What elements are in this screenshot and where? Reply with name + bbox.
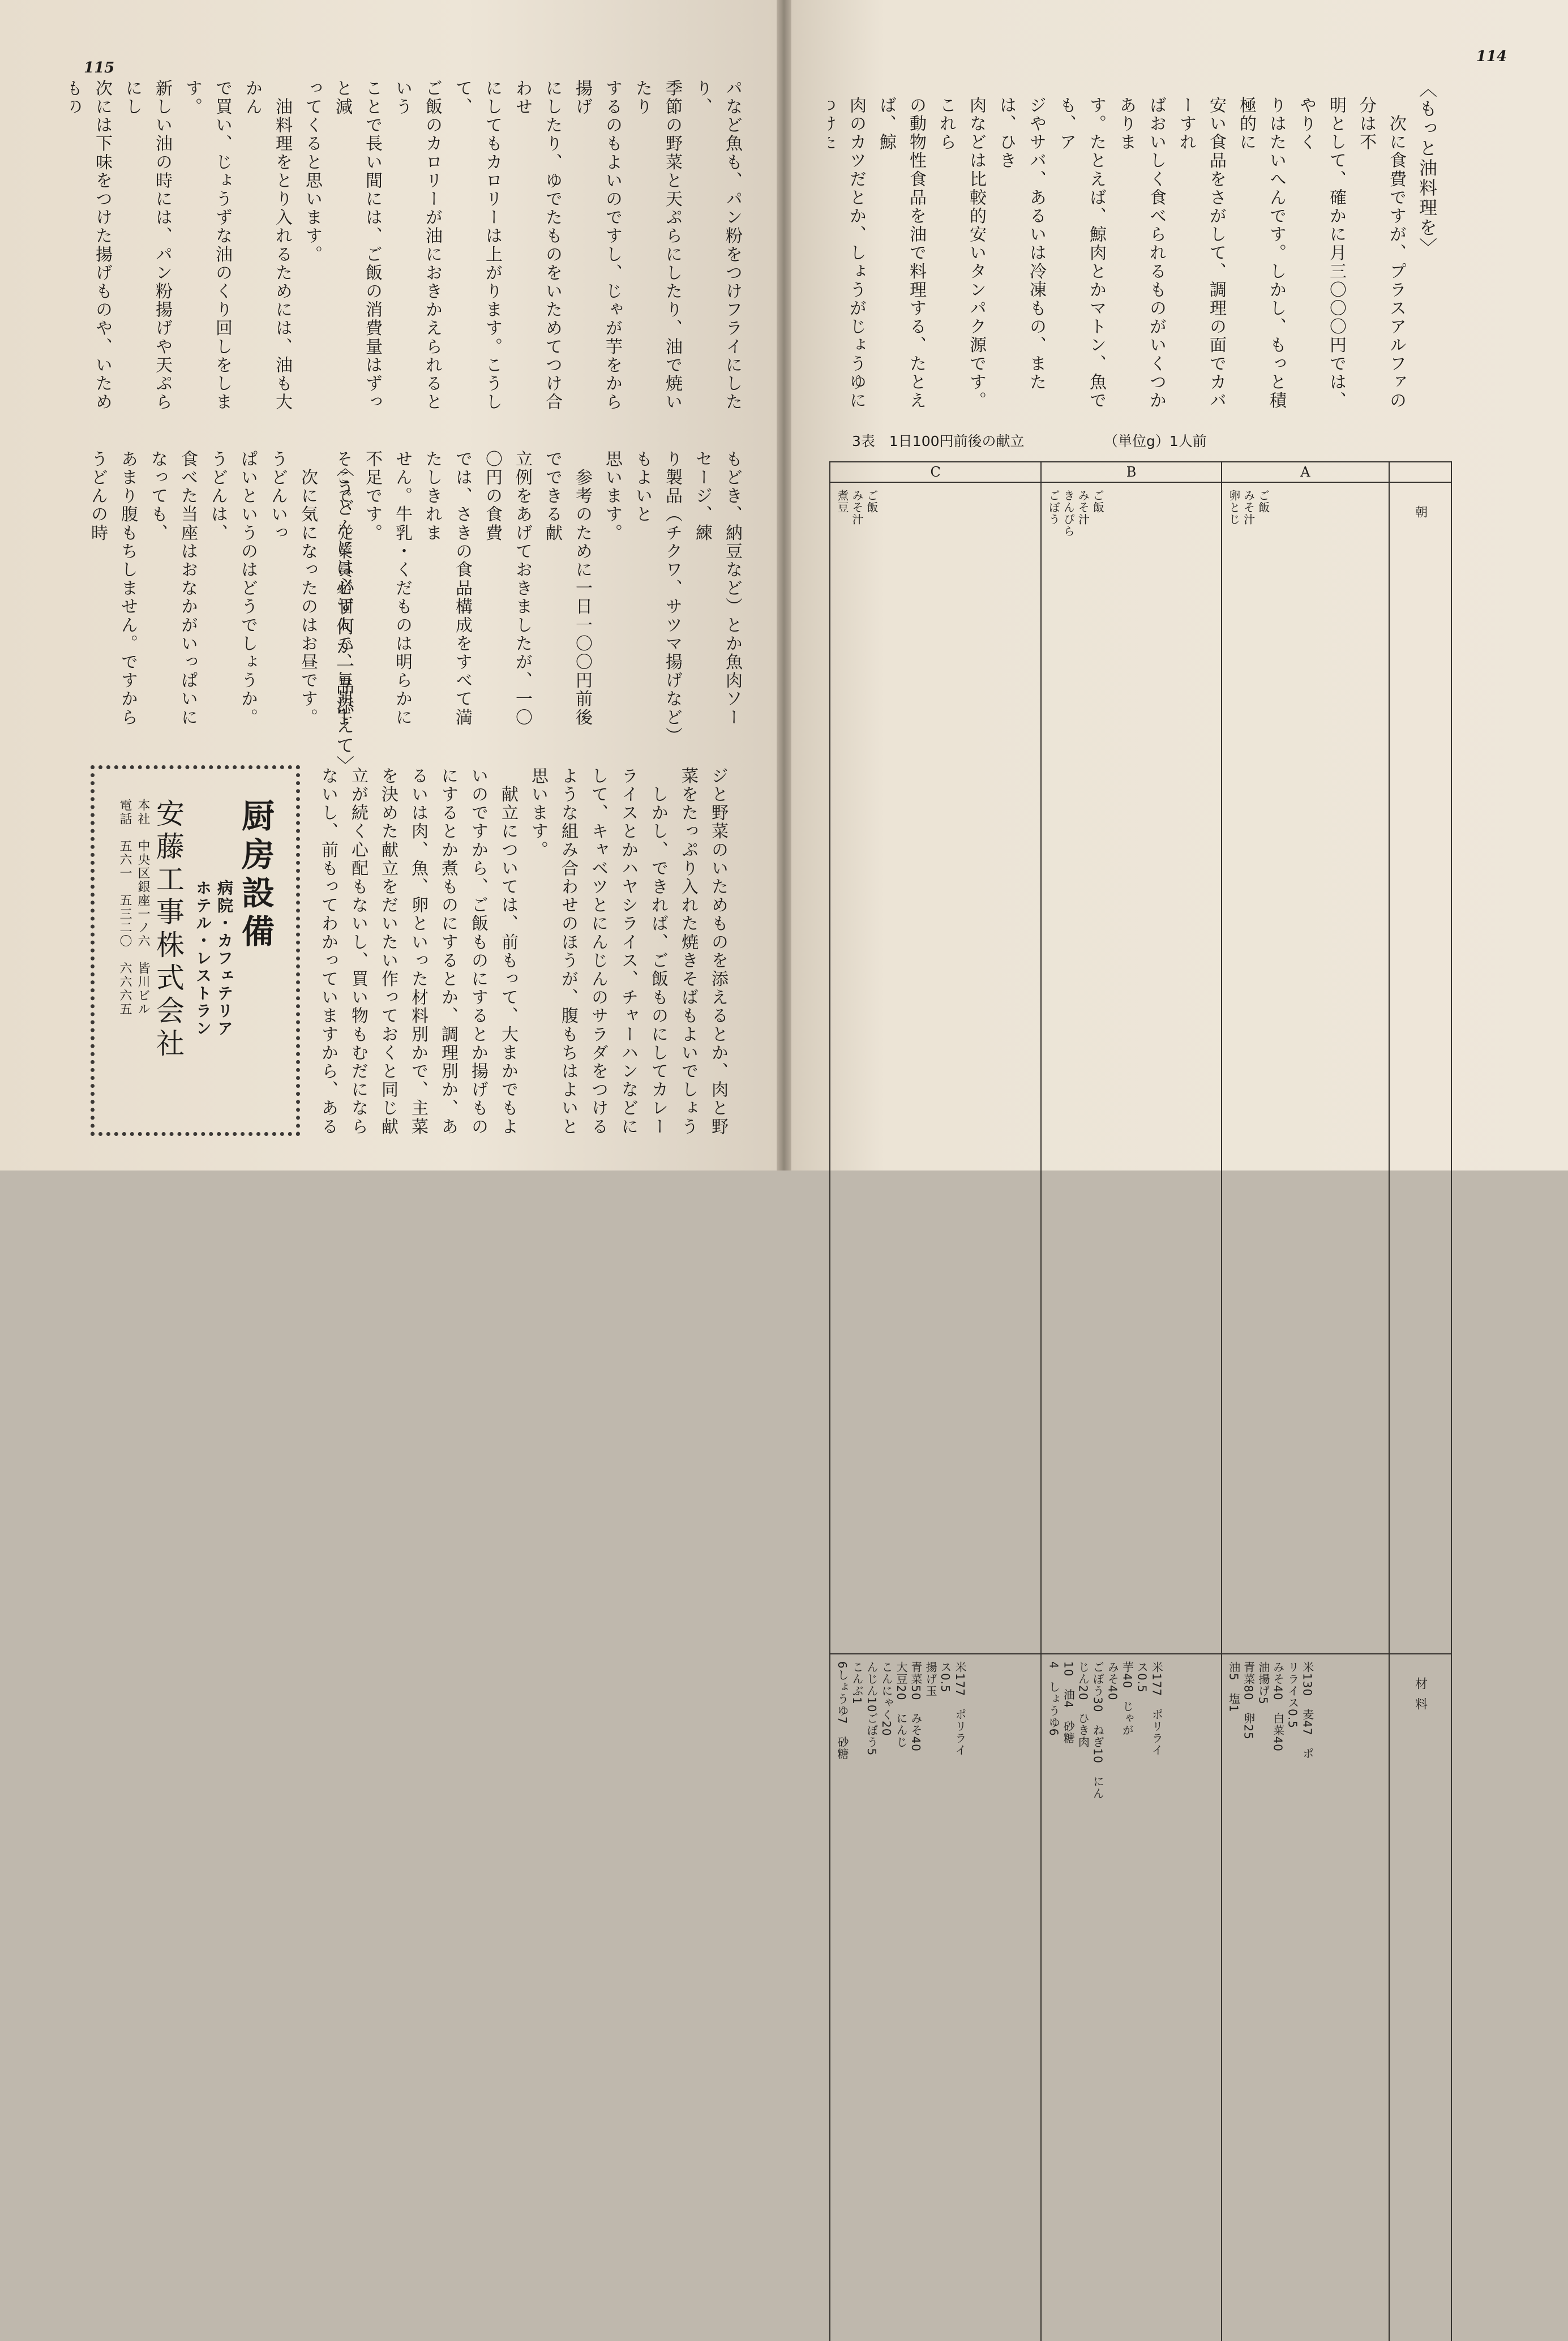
table-unit: （単位g）1人前 <box>1104 430 1207 451</box>
ad-title: 厨房設備 <box>232 799 279 953</box>
row-label-ingredients <box>1412 1654 1429 1718</box>
table-header-row <box>830 462 1451 482</box>
book-gutter <box>777 0 791 1170</box>
page-number-right: 114 <box>1476 48 1507 65</box>
section-heading-oil: 〈もっと油料理を〉 <box>1414 79 1440 258</box>
right-text-lower: ジと野菜のいためものを添えるとか、肉と野 菜をたっぷり入れた焼きそばもよいでしょう しかし、できれば、ご飯ものにしてカレー ライスとかハヤシライス、チャーハンなどに して、キャベツとにんじんのサラダをつける ような組み合わせのほうが、腹もちはよいと 思います。 献立については、前もって、大まかでもよ いのですから、ご飯ものにするとか揚げもの にするとか煮ものにするとか、調理別か、あ るいは肉、魚、卵といった材料別かで、主菜 を決めた献立をだいたい作っておくと同じ献 立が続く心配もないし、買い物もむだになら ないし、前もってわかっていますから、ある <box>314 767 733 1138</box>
col-header-label <box>1389 462 1451 482</box>
table-caption: 3表 1日100円前後の献立 <box>852 430 1025 451</box>
ad-subtitle: 病院・カフェテリア ホテル・レストラン <box>192 880 235 1037</box>
col-header-a: A <box>1222 462 1389 482</box>
col-header-b: B <box>1041 462 1221 482</box>
advertisement-box <box>91 765 300 1136</box>
cell-breakfast-ingr-a <box>1222 1654 1319 2341</box>
cell-breakfast-c: ご飯 みそ汁 煮豆 <box>830 483 884 1653</box>
left-text-upper: パなど魚も、パン粉をつけフライにしたり、 季節の野菜と天ぷらにしたり、油で焼いたり するのもよいのですし、じゃが芋をから揚げ にしたり、ゆでたものをいためてつけ合わせ にしてもカロリーは上がります。こうして、 ご飯のカロリーが油におきかえられるという ことで長い間には、ご飯の消費量はずっと減 ってくると思います。 油料理をとり入れるためには、油も大かん で買い、じょうずな油のくり回しをします。 新しい油の時には、パン粉揚げや天ぷらにし 次には下味をつけた揚げものや、いためもの <box>71 79 747 427</box>
ad-company-name: 安藤工事株式会社 <box>148 799 188 1061</box>
cell-breakfast-ingr-b <box>1042 1654 1168 2341</box>
menu-table <box>829 461 1452 2341</box>
page-number-left: 115 <box>84 59 114 76</box>
section-heading-udon: 〈うどんには必ず何か一品添えて〉 <box>331 458 357 775</box>
cell-breakfast-b: ご飯 みそ汁 きんぴら ごぼう <box>1042 483 1109 1653</box>
ad-address: 本社 中央区銀座一ノ六 皆川ビル 電話 五六一 五三二〇 六六六五 <box>115 799 152 1016</box>
table-row <box>830 1654 1451 2341</box>
cell-breakfast-ingr-c <box>830 1654 972 2341</box>
right-text-upper: 次に食費ですが、プラスアルファの分は不 明として、確かに月三〇〇〇円では、やりく りはたいへんです。しかし、もっと積極的に 安い食品をさがして、調理の面でカバーすれ ばおいしく食べられるものがいくつかありま す。たとえば、鯨肉とかマトン、魚でも、ア ジやサバ、あるいは冷凍もの、または、ひき 肉などは比較的安いタンパク源です。これら の動物性食品を油で料理する、たとえば、鯨 肉のカツだとか、しょうがじょうゆに <box>828 96 1411 427</box>
table-row <box>830 482 1451 1654</box>
book-spread <box>0 0 1568 1170</box>
left-text-lower: 次に気になったのはお昼です。うどんいっ ぱいというのはどうでしょうか。うどんは、 食べた当座はおなかがいっぱいになっても、 あまり腹もちしません。ですからうどんの時 <box>85 450 323 741</box>
row-label-breakfast: 朝 <box>1412 483 1429 526</box>
left-text-middle: もどき、納豆など）とか魚肉ソーセージ、練 り製品（チクワ、サツマ揚げなど）もよいと 思います。 参考のために一日一〇〇円前後でできる献 立例をあげておきましたが、一〇〇円の食費 では、さきの食品構成をすべて満たしきれま せん。牛乳・くだものは明らかに不足です。 そこで、従業員が個人で、毎朝牛 <box>340 450 747 741</box>
cell-breakfast-a: ご飯 みそ汁 卵とじ <box>1222 483 1275 1653</box>
col-header-c: C <box>830 462 1041 482</box>
